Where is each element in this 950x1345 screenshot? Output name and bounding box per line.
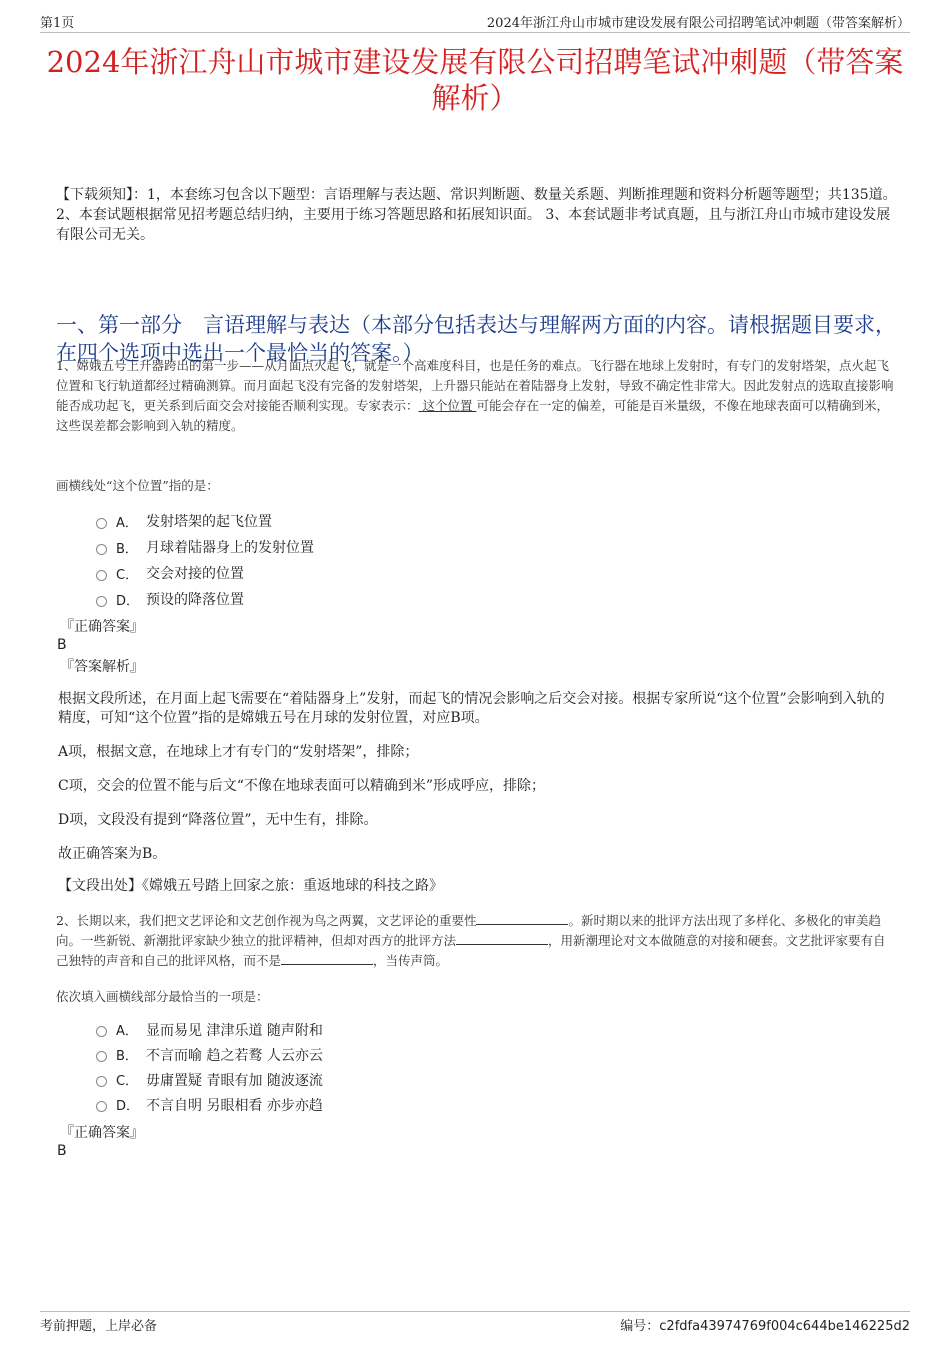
analysis-paragraph: 故正确答案为B。 <box>58 846 167 862</box>
radio-icon[interactable] <box>96 1076 107 1087</box>
page-footer <box>40 1311 910 1334</box>
analysis-paragraph: A项，根据文意，在地球上才有专门的“发射塔架”，排除； <box>58 744 419 760</box>
radio-icon[interactable] <box>96 596 107 607</box>
option-b[interactable]: B． 月球着陆器身上的发射位置 <box>96 534 314 560</box>
option-c[interactable]: C． 毋庸置疑 青眼有加 随波逐流 <box>96 1067 323 1092</box>
question-1-prompt: 画横线处“这个位置”指的是： <box>56 478 219 493</box>
analysis-label: 『答案解析』 <box>60 659 144 675</box>
radio-icon[interactable] <box>96 544 107 555</box>
correct-answer-label: 『正确答案』 <box>60 619 144 635</box>
page-header <box>40 12 910 33</box>
correct-answer-label: 『正确答案』 <box>60 1125 144 1141</box>
correct-answer: B <box>57 1143 67 1159</box>
underlined-phrase: 这个位置 <box>418 398 477 413</box>
option-b[interactable]: B． 不言而喻 趋之若鹜 人云亦云 <box>96 1042 323 1067</box>
radio-icon[interactable] <box>96 1101 107 1112</box>
radio-icon[interactable] <box>96 1051 107 1062</box>
option-d[interactable]: D． 预设的降落位置 <box>96 586 314 612</box>
question-2-text: 2、长期以来，我们把文艺评论和文艺创作视为鸟之两翼，文艺评论的重要性 。新时期以来的批评方法出现了多样化、多极化的审美趋向。一些新锐、新潮批评家缺少独立的批评精神，但却对西方的批评方法 ，用新潮理论对文本做随意的对接和硬套。文艺批评家要有自己独特的声音和自己的批评风格，而不是 ，当传声筒。 <box>56 913 886 968</box>
header-doc-title: 2024年浙江舟山市城市建设发展有限公司招聘笔试冲刺题（带答案解析） <box>486 16 910 31</box>
question-1-options <box>96 508 314 612</box>
fill-blank <box>476 912 568 925</box>
footer-code: 编号：c2fdfa43974769f004c644be146225d2 <box>620 1319 910 1334</box>
fill-blank <box>281 952 373 965</box>
footer-slogan: 考前押题，上岸必备 <box>40 1319 158 1334</box>
question-1-text: 1、嫦娥五号上升器跨出的第一步——从月面点火起飞，就是一个高难度科目，也是任务的难点。飞行器在地球上发射时，有专门的发射塔架，点火起飞位置和飞行轨道都经过精确测算。而月面起飞没有完备的发射塔架，上升器只能站在着陆器身上发射，导致不确定性非常大。因此发射点的选取直接影响能否成功起飞，更关系到后面交会对接能否顺利实现。专家表示： 这个位置 可能会存在一定的偏差，可能是百米量级，不像在地球表面可以精确到米，这些误差都会影响到入轨的精度。 <box>56 358 894 433</box>
radio-icon[interactable] <box>96 570 107 581</box>
page-number: 第1页 <box>40 16 75 31</box>
option-a[interactable]: A． 发射塔架的起飞位置 <box>96 508 314 534</box>
option-a[interactable]: A． 显而易见 津津乐道 随声附和 <box>96 1017 323 1042</box>
page-title: 2024年浙江舟山市城市建设发展有限公司招聘笔试冲刺题（带答案解析） <box>46 45 904 115</box>
question-2-options <box>96 1017 323 1117</box>
analysis-paragraph: 根据文段所述，在月面上起飞需要在“着陆器身上”发射，而起飞的情况会影响之后交会对接。根据专家所说“这个位置”会影响到入轨的精度，可知“这个位置”指的是嫦娥五号在月球的发射位置，对应B项。 <box>58 691 885 726</box>
fill-blank <box>456 932 548 945</box>
source-citation: 【文段出处】《嫦娥五号踏上回家之旅：重返地球的科技之路》 <box>58 878 443 894</box>
question-2-prompt: 依次填入画横线部分最恰当的一项是： <box>56 989 269 1004</box>
correct-answer: B <box>57 637 67 653</box>
radio-icon[interactable] <box>96 1026 107 1037</box>
option-c[interactable]: C． 交会对接的位置 <box>96 560 314 586</box>
analysis-paragraph: D项，文段没有提到“降落位置”，无中生有，排除。 <box>58 812 378 828</box>
section-heading: 一、第一部分 言语理解与表达（本部分包括表达与理解两方面的内容。请根据题目要求，在四个选项中选出一个最恰当的答案。） <box>56 313 896 365</box>
option-d[interactable]: D． 不言自明 另眼相看 亦步亦趋 <box>96 1092 323 1117</box>
radio-icon[interactable] <box>96 518 107 529</box>
download-notice: 【下载须知】：1，本套练习包含以下题型：言语理解与表达题、常识判断题、数量关系题、判断推理题和资料分析题等题型；共135道。 2、本套试题根据常见招考题总结归纳，主要用于练习答题思路和拓展知识面。 3、本套试题非考试真题，且与浙江舟山市城市建设发展有限公司无关。 <box>56 187 897 243</box>
analysis-paragraph: C项，交会的位置不能与后文“不像在地球表面可以精确到米”形成呼应，排除； <box>58 778 546 794</box>
